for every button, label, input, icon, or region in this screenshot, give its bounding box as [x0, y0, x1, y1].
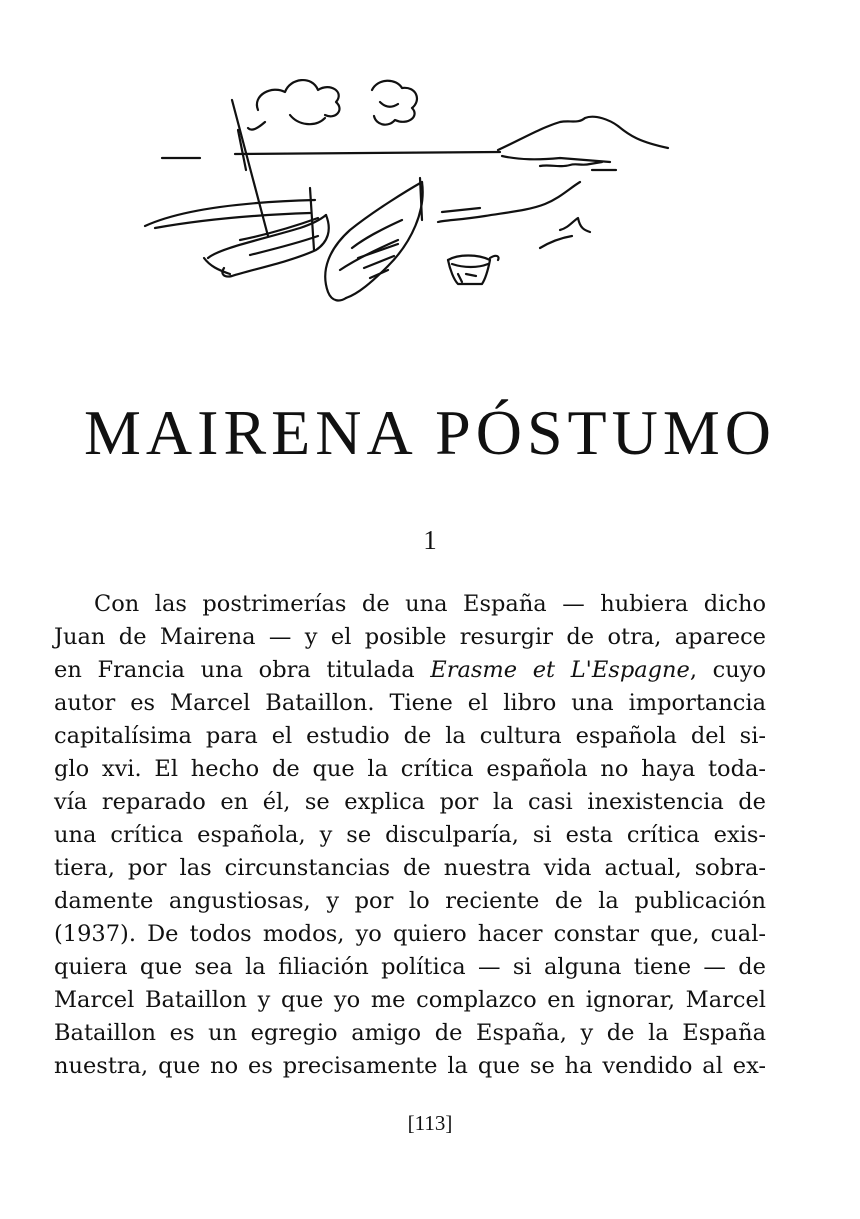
boats-seascape-sketch-icon [140, 70, 680, 310]
chapter-title: MAIRENA PÓSTUMO [84, 397, 776, 468]
body-line: tiera, por las circunstancias de nuestra vida actual, sobra- [54, 855, 766, 881]
body-line: Juan de Mairena — y el posible resurgir de otra, aparece [54, 624, 766, 650]
body-line: capitalísima para el estudio de la cultura española del si- [54, 723, 766, 749]
body-line: Marcel Bataillon y que yo me complazco en ignorar, Marcel [54, 987, 766, 1013]
body-line: damente angustiosas, y por lo reciente de la publicación [54, 888, 766, 914]
body-line: vía reparado en él, se explica por la casi inexistencia de [54, 789, 766, 815]
body-line: Con las postrimerías de una España — hubiera dicho [94, 591, 766, 617]
text-segment: en Francia una obra titulada [54, 657, 431, 683]
section-number: 1 [423, 525, 437, 555]
body-line: glo xvi. El hecho de que la crítica española no haya toda- [54, 756, 766, 782]
body-line: Bataillon es un egregio amigo de España, y de la España [54, 1020, 766, 1046]
body-line: (1937). De todos modos, yo quiero hacer constar que, cual- [54, 921, 766, 947]
boats-seascape-illustration [140, 70, 680, 310]
body-line: autor es Marcel Bataillon. Tiene el libro una importancia [54, 690, 766, 716]
body-line: nuestra, que no es precisamente la que se ha vendido al ex- [54, 1053, 766, 1079]
book-title: Erasme et L'Espagne [430, 657, 690, 683]
body-line-with-title [54, 654, 766, 687]
text-segment: , cuyo [689, 657, 766, 683]
body-paragraph [54, 588, 766, 1083]
page-number: [113] [407, 1111, 453, 1135]
body-line: una crítica española, y se disculparía, si esta crítica exis- [54, 822, 766, 848]
body-line: quiera que sea la filiación política — si alguna tiene — de [54, 954, 766, 980]
